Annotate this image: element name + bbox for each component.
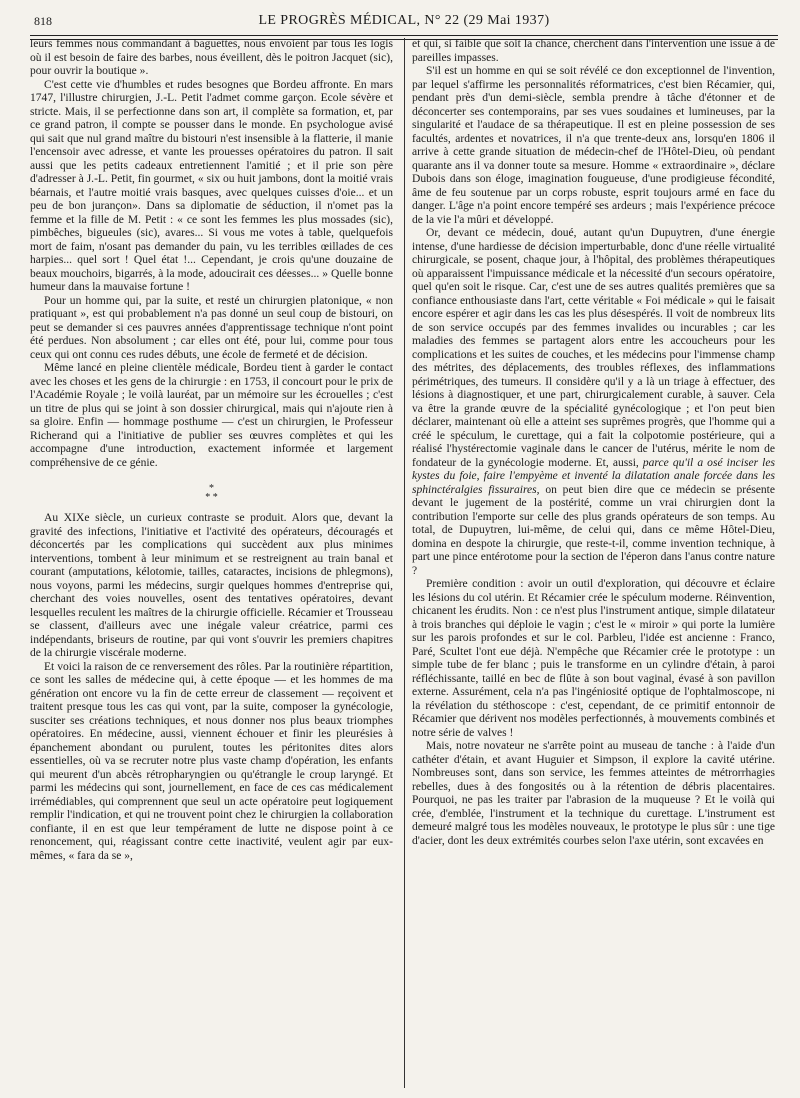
paragraph (412, 227, 775, 578)
paragraph: C'est cette vie d'humbles et rudes besognes que Bordeu affronte. En mars 1747, l'illustre chirurgien, J.-L. Petit l'admet comme garçon. Ecole sévère et stricte. Mais, il se perfectionne dans son art, il complète sa formation, et, par ce grand patron, il compte se pousser dans le monde. En psychologue avisé qui sait que nul grand maître du bistouri n'est insensible à la flatterie, il manie l'encensoir avec adresse, et vante les prouesses opératoires du patron. Il sait aussi que les petits cadeaux entretiennent l'amitié ; et il prie son père d'adresser à J.-L. Petit, fin gourmet, « six ou huit jambons, dont la moitié vrais béarnais, et l'autre moitié vrais basques, avec quelques cuisses d'oie... et un peu de bon jurançon». Dans sa diplomatie de séduction, il n'omet pas la femme et la fille de M. Petit : « ce sont les femmes les plus mossades (sic), pimbêches, bigueules (sic), avares... Si vous me votes à table, quelquefois mort de faim, n'osant pas demander du pain, vu les terribles œillades de ces harpies... quel sort ! Quel état !... Cependant, je crois qu'une douzaine de beaux mouchoirs, bigarrés, à la mode, adoucirait ces déesses... » Quelle bonne humeur dans la mauvaise fortune ! (30, 78, 393, 293)
italic-passage: parce qu'il a osé inciser les kystes du foie, faire l'empyème et inventé la dilatation anale forcée dans les sphinctéralgies fissuraires, (412, 456, 775, 496)
paragraph: Mais, notre novateur ne s'arrête point au museau de tanche : à l'aide d'un cathéter d'étain, et avant Huguier et Simpson, il explore la cavité utérine. Nombreuses sont, dans son service, les femmes atteintes de métrorrhagies rebelles, dues à des fongosités ou à la rétention de débris placentaires. Pourquoi, ne pas les traiter par l'abrasion de la muqueuse ? Et le voilà qui crée, d'emblée, l'instrument et la technique du curettage. L'instrument est demeuré malgré tous les modèles nouveaux, le prototype le plus sûr : une tige d'acier, dont les deux extrémités courbes selon l'axe utérin, sont excavées en (412, 740, 775, 847)
paragraph: Au XIXe siècle, un curieux contraste se produit. Alors que, devant la gravité des infections, l'initiative et l'activité des opérateurs, découragés et déconcertés par les complications qui succèdent aux plus minimes interventions, tombent à leur minimum et se restreignent au train banal et courant (amputations, kélotomie, tailles, cataractes, incisions de phlegmons), nous voyons, parmi les médecins, surgir quelques hommes d'entreprise qui, cherchant des voies nouvelles, osent des tentatives opératoires, devant lesquelles reculent les maîtres de la chirurgie officielle. Récamier et Trousseau se classent, d'ailleurs avec une inégale valeur créatrice, parmi ces indépendants, briseurs de routine, par qui vont s'ouvrir les premiers chapitres de la chirurgie viscérale moderne. (30, 512, 393, 659)
left-column (30, 38, 393, 1088)
text-columns (30, 38, 778, 1088)
paragraph: et qui, si faible que soit la chance, cherchent dans l'intervention une issue à de pareilles impasses. (412, 38, 775, 64)
paragraph: Première condition : avoir un outil d'exploration, qui découvre et éclaire les lésions du col utérin. Et Récamier crée le spéculum moderne. Réinvention, chicanent les érudits. Non : ce n'est plus l'instrument antique, simple dilatateur à trois branches qui déploie le vagin ; c'est le « miroir » qui porte la lumière sur les parois profondes et sur le col. Parbleu, l'idée est ancienne : Franco, Paré, Scultet l'ont eue déjà. N'empêche que Récamier crée le prototype : un simple tube de fer blanc ; puis le transforme en un cylindre d'étain, à paroi réfléchissante, taillé en bec de flûte à son bout vaginal, évasé à son pavillon externe. Assurément, cela n'a pas l'ingéniosité optique de l'ophtalmoscope, ni la révélation du stéthoscope : c'est, cependant, de ce primitif entonnoir de Récamier que dérivent nos modèles perfectionnés, à mouvements combinés et notre série de valves ! (412, 578, 775, 739)
page-header (30, 12, 778, 32)
page-number: 818 (34, 14, 52, 28)
section-asterism (30, 484, 393, 502)
paragraph-text: on peut bien dire que ce médecin se présente devant le jugement de la postérité, comme un vrai chirurgien dont la contribution l'emporte sur celle des plus grands opérateurs de son temps. Au total, de Dupuytren, lui-même, de celui qui, dans ce même Hôtel-Dieu, domina en despote la chirurgie, que reste-t-il, comme invention technique, à part une pince entérotome pour la section de l'éperon dans l'anus contre nature ? (412, 483, 775, 577)
paragraph: leurs femmes nous commandant à baguettes, nous envoient par tous les logis où il est besoin de faire des barbes, nous éveillent, dès le poitron Jacquet (sic), pour ouvrir la boutique ». (30, 38, 393, 77)
asterism-bottom: * * (205, 492, 218, 503)
paragraph: Même lancé en pleine clientèle médicale, Bordeu tient à garder le contact avec les choses et les gens de la chirurgie : en 1753, il concourt pour le prix de l'Académie Royale ; le voilà lauréat, par un mémoire sur les écrouelles ; c'est un titre de plus qui se joint à son dossier chirurgical, mais qui n'ajoute rien à sa gloire. Enfin — hommage posthume — c'est un chirurgien, le Professeur Richerand qui a l'initiative de publier ses œuvres complètes et qui les accompagne d'une introduction, exactement informée et largement compréhensive de ce génie. (30, 362, 393, 469)
paragraph: S'il est un homme en qui se soit révélé ce don exceptionnel de l'invention, par lequel s'affirme les personnalités réformatrices, c'est bien Récamier, qui, pendant près d'un demi-siècle, sembla prendre à tâche d'étonner et de déconcerter ses contemporains, par ses vues soudaines et lumineuses, par la singularité et l'audace de sa thérapeutique. Il est en pleine possession de ses facultés, ardentes et novatrices, il n'a que trente-deux ans, lorsqu'en 1806 il arrive à cette grande situation de médecin-chef de l'Hôtel-Dieu, où pendant quarante ans il va donner toute sa mesure. Homme « extraordinaire », déclare Dubois dans son éloge, imagination fougueuse, d'une prodigieuse fécondité, âme de feu soutenue par un corps robuste, esprit toujours armé en face du danger. L'âge n'a point encore tempéré ses ardeurs ; mais l'expérience précoce de la vie l'a mûri et développé. (412, 65, 775, 226)
right-column (412, 38, 775, 1088)
asterism-top: * (209, 483, 214, 494)
paragraph-text: Or, devant ce médecin, doué, autant qu'un Dupuytren, d'une énergie intense, d'une hardiesse de décision imperturbable, donc d'une réelle virtualité chirurgicale, se posent, chaque jour, à l'hôpital, des problèmes thérapeutiques où apparaissent l'impuissance médicale et la nécessité d'un secours opératoire, quel qu'en soit le risque. Car, c'est une de ses autres qualités premières que sa confiance enthousiaste dans l'art, cette véritable « Foi médicale » qui le faisait encore espérer et agir dans les cas les plus désespérés. Il voit de nombreux lits de son service occupés par des femmes invalides ou incurables ; car les maladies des femmes se partagent alors entre les accoucheurs pour les complications et les suites de couches, et les médecins pour l'immense champ des métrites, des déplacements, des troubles réflexes, des inflammations périmétriques, des tumeurs. Il considère qu'il y a là un triage à effectuer, des lésions à diagnostiquer, et une part, chirurgicalement curable, à sauver. Cela va être la grande œuvre de la spécialité gynécologique ; et l'on peut bien déclarer, maintenant où elle a atteint ses suprêmes progrès, que l'homme qui a créé le spéculum, le curettage, qui a fait la colpotomie postérieure, qui a réalisé l'hystérectomie vaginale dans le cancer de l'utérus, mérite le nom de fondateur de la gynécologie moderne. Et, aussi, (412, 227, 775, 469)
running-head: LE PROGRÈS MÉDICAL, N° 22 (29 Mai 1937) (258, 13, 550, 28)
column-divider (404, 38, 405, 1088)
paragraph: Pour un homme qui, par la suite, et resté un chirurgien platonique, « non pratiquant », est qui probablement n'a pas donné un seul coup de bistouri, on peut se demander si ces pauvres années d'apprentissage technique n'ont point été perdues. Non absolument ; car elles ont été, pour lui, comme pour tous ceux qui ont connu ces rudes débuts, une école de fermeté et de décision. (30, 294, 393, 361)
paragraph: Et voici la raison de ce renversement des rôles. Par la routinière répartition, ce sont les salles de médecine qui, à cette époque — et les hommes de ma génération ont encore vu la fin de cette erreur de classement — reçoivent et traitent presque tous les cas qui vont, par la suite, composer la gynécologie, susciter ses créations techniques, et nous donner nos plus beaux triomphes opératoires. En médecine, aussi, viennent échouer et finir les pleurésies à épanchement abondant ou purulent, toutes les péritonites dites alors essentielles, où va se recruter notre plus vaste champ d'opération, les enfants qui meurent d'un abcès rétropharyngien ou qu'étrangle le croup laryngé. Et parmi les médecins qui sont, journellement, en face de ces cas médicalement irrémédiables, qui comprennent que seul un acte opératoire peut logiquement remplir l'indication, et qui ne trouvent point chez le chirurgien la collaboration confiante, il en est que leur tempérament de lutte ne dispose point à ce renoncement, qui, réagissant contre cette inactivité, veulent agir par eux-mêmes, « fara da se », (30, 660, 393, 862)
